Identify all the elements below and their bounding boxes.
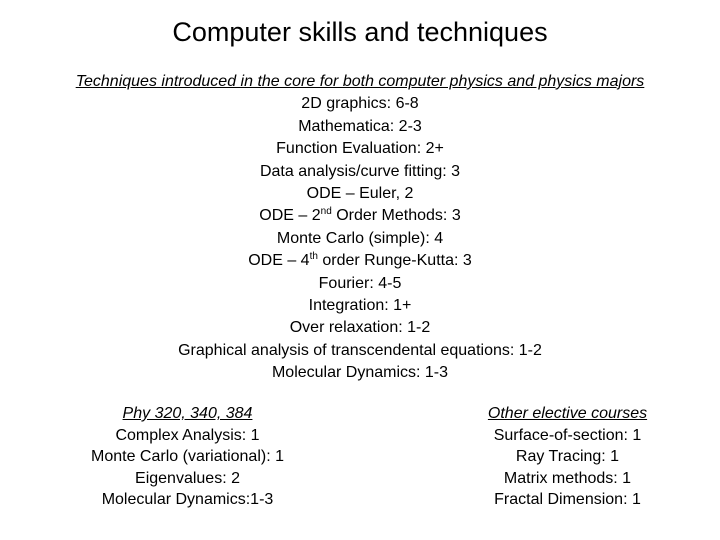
ode4-superscript: th [309, 251, 318, 263]
right-column-heading: Other elective courses [487, 405, 648, 422]
core-item: Integration: 1+ [308, 296, 412, 314]
core-item: Over relaxation: 1-2 [289, 319, 431, 337]
left-column-item: Eigenvalues: 2 [135, 469, 240, 487]
right-column-item: Ray Tracing: 1 [515, 448, 620, 466]
ode4-rest: order Runge-Kutta: 3 [317, 252, 472, 270]
core-item: Function Evaluation: 2+ [276, 140, 444, 158]
ode2-text: ODE – 2 [259, 207, 321, 225]
ode2-superscript: nd [320, 206, 332, 218]
core-item: Molecular Dynamics: 1-3 [271, 364, 449, 382]
core-heading: Techniques introduced in the core for both computer physics and physics majors [75, 73, 645, 90]
core-item-ode2 [0, 205, 720, 227]
right-column-item: Surface-of-section: 1 [493, 426, 642, 444]
core-item: Data analysis/curve fitting: 3 [259, 162, 461, 180]
right-course-column [460, 403, 675, 511]
left-column-heading: Phy 320, 340, 384 [122, 405, 253, 422]
right-column-item: Matrix methods: 1 [503, 469, 632, 487]
core-techniques-list [0, 71, 720, 384]
core-item: Monte Carlo (simple): 4 [276, 229, 444, 247]
core-item: 2D graphics: 6-8 [301, 95, 419, 113]
core-item: Mathematica: 2-3 [298, 117, 422, 135]
slide-title: Computer skills and techniques [172, 17, 548, 47]
left-column-item: Complex Analysis: 1 [115, 426, 260, 444]
ode4-text: ODE – 4 [248, 252, 310, 270]
left-column-item: Monte Carlo (variational): 1 [91, 448, 284, 466]
core-item: Graphical analysis of transcendental equations: 1-2 [178, 341, 542, 359]
ode2-rest: Order Methods: 3 [331, 207, 461, 225]
core-item: Fourier: 4-5 [318, 274, 402, 292]
left-course-column [70, 403, 305, 511]
left-column-item: Molecular Dynamics:1-3 [101, 491, 274, 509]
right-column-item: Fractal Dimension: 1 [494, 491, 641, 509]
core-item-ode4 [0, 250, 720, 272]
core-item: ODE – Euler, 2 [306, 184, 414, 202]
